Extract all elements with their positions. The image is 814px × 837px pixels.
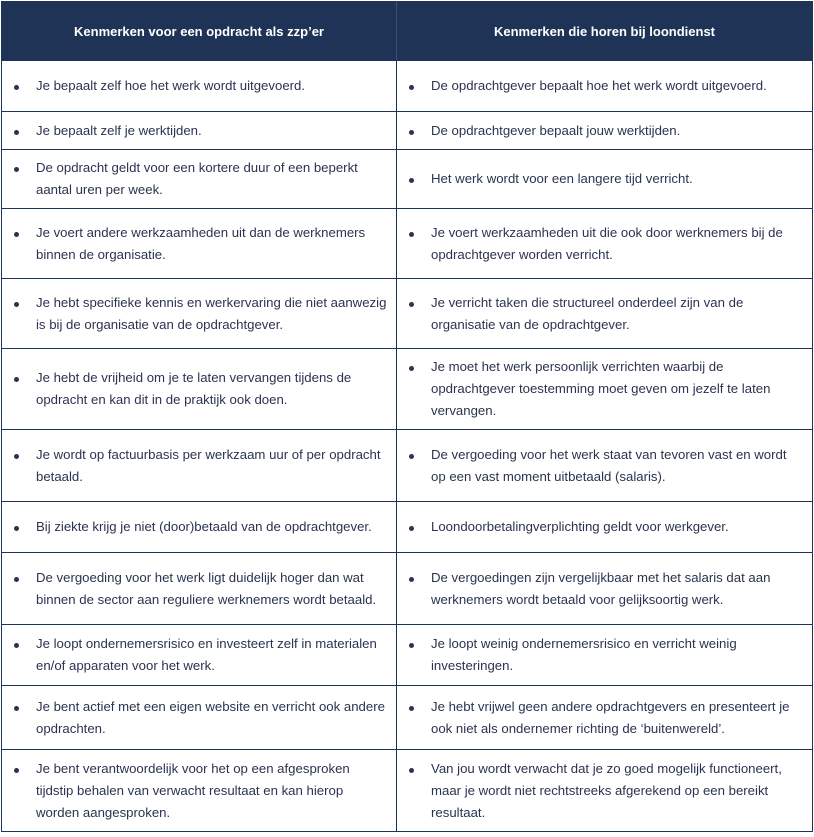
list-item [397, 168, 812, 190]
cell-text: Van jou wordt verwacht dat je zo goed mogelijk functioneert, maar je wordt niet rechtstreeks afgerekend op een bereikt resultaat. [431, 760, 782, 820]
table-row [2, 430, 813, 502]
cell-text: Je bepaalt zelf je werktijden. [36, 122, 202, 138]
bullet-icon [409, 643, 414, 648]
list-item [2, 367, 396, 411]
list-item [397, 75, 812, 97]
list-item [397, 516, 812, 538]
zzp-cell [2, 502, 397, 553]
cell-text: Je voert werkzaamheden uit die ook door werknemers bij de opdrachtgever worden verricht. [431, 224, 783, 262]
list-item [2, 120, 396, 142]
list-item [2, 444, 396, 488]
loondienst-cell [397, 686, 813, 750]
cell-text: Loondoorbetalingverplichting geldt voor werkgever. [431, 519, 729, 534]
zzp-cell [2, 686, 397, 750]
loondienst-cell [397, 209, 813, 279]
cell-text: Je wordt op factuurbasis per werkzaam uur of per opdracht betaald. [36, 446, 381, 484]
bullet-icon [409, 178, 414, 183]
loondienst-cell [397, 553, 813, 625]
list-item [397, 222, 812, 266]
bullet-icon [14, 377, 19, 382]
bullet-icon [409, 577, 414, 582]
zzp-cell [2, 349, 397, 430]
cell-text: Je hebt de vrijheid om je te laten vervangen tijdens de opdracht en kan dit in de praktijk ook doen. [36, 370, 352, 407]
list-item [2, 75, 396, 97]
zzp-cell [2, 279, 397, 349]
cell-text: Je bent verantwoordelijk voor het op een afgesproken tijdstip behalen van verwacht resultaat en kan hierop worden aangesproken. [36, 760, 350, 820]
bullet-icon [14, 577, 19, 582]
bullet-icon [14, 302, 19, 307]
cell-text: Je moet het werk persoonlijk verrichten waarbij de opdrachtgever toestemming moet geven om jezelf te laten vervangen. [431, 359, 771, 418]
cell-text: Je voert andere werkzaamheden uit dan de werknemers binnen de organisatie. [36, 224, 366, 262]
cell-text: Het werk wordt voor een langere tijd verricht. [431, 171, 693, 186]
bullet-icon [14, 232, 19, 237]
zzp-cell [2, 430, 397, 502]
bullet-icon [409, 302, 414, 307]
list-item [397, 696, 812, 740]
header-zzp: Kenmerken voor een opdracht als zzp’er [2, 2, 397, 61]
list-item [2, 696, 396, 740]
list-item [397, 633, 812, 677]
list-item [397, 444, 812, 488]
cell-text: De opdracht geldt voor een kortere duur of een beperkt aantal uren per week. [36, 160, 358, 197]
cell-text: De opdrachtgever bepaalt hoe het werk wordt uitgevoerd. [431, 78, 767, 93]
table-row [2, 625, 813, 686]
list-item [2, 567, 396, 611]
loondienst-cell [397, 625, 813, 686]
list-item [2, 633, 396, 677]
zzp-cell [2, 625, 397, 686]
bullet-icon [409, 366, 414, 371]
loondienst-cell [397, 279, 813, 349]
bullet-icon [409, 130, 414, 135]
loondienst-cell [397, 502, 813, 553]
zzp-cell [2, 209, 397, 279]
table-row [2, 150, 813, 209]
bullet-icon [14, 526, 19, 531]
list-item [2, 157, 396, 201]
loondienst-cell [397, 61, 813, 112]
cell-text: De vergoeding voor het werk ligt duidelijk hoger dan wat binnen de sector aan reguliere werknemers wordt betaald. [36, 569, 377, 607]
loondienst-cell [397, 430, 813, 502]
table-row [2, 61, 813, 112]
list-item [2, 516, 396, 538]
bullet-icon [14, 130, 19, 135]
table-row [2, 750, 813, 832]
cell-text: De vergoedingen zijn vergelijkbaar met het salaris dat aan werknemers wordt betaald voor gelijksoortig werk. [431, 569, 771, 607]
bullet-icon [409, 454, 414, 459]
loondienst-cell [397, 150, 813, 209]
cell-text: Je loopt weinig ondernemersrisico en verricht weinig investeringen. [431, 636, 737, 673]
header-row [2, 2, 813, 61]
bullet-icon [14, 85, 19, 90]
cell-text: De opdrachtgever bepaalt jouw werktijden. [431, 122, 681, 138]
zzp-cell [2, 61, 397, 112]
cell-text: Je bent actief met een eigen website en verricht ook andere opdrachten. [36, 698, 385, 736]
bullet-icon [409, 768, 414, 773]
loondienst-cell [397, 112, 813, 150]
zzp-cell [2, 112, 397, 150]
cell-text: Je bepaalt zelf hoe het werk wordt uitgevoerd. [36, 78, 306, 93]
cell-text: De vergoeding voor het werk staat van tevoren vast en wordt op een vast moment uitbetaald (salaris). [431, 446, 787, 484]
table-row [2, 112, 813, 150]
table-row [2, 209, 813, 279]
bullet-icon [14, 454, 19, 459]
table-row [2, 279, 813, 349]
list-item [2, 222, 396, 266]
list-item [397, 567, 812, 611]
list-item [2, 758, 396, 824]
table-row [2, 686, 813, 750]
loondienst-cell [397, 750, 813, 832]
zzp-cell [2, 150, 397, 209]
bullet-icon [409, 706, 414, 711]
bullet-icon [14, 167, 19, 172]
zzp-cell [2, 553, 397, 625]
table-body [2, 61, 813, 832]
table-row [2, 553, 813, 625]
comparison-table [1, 1, 813, 832]
bullet-icon [14, 643, 19, 648]
cell-text: Je loopt ondernemersrisico en investeert zelf in materialen en/of apparaten voor het werk. [36, 636, 377, 673]
bullet-icon [14, 768, 19, 773]
list-item [397, 292, 812, 336]
bullet-icon [409, 526, 414, 531]
table-row [2, 349, 813, 430]
bullet-icon [409, 85, 414, 90]
bullet-icon [409, 232, 414, 237]
table-row [2, 502, 813, 553]
list-item [397, 120, 812, 142]
cell-text: Je verricht taken die structureel onderdeel zijn van de organisatie van de opdrachtgever. [431, 294, 744, 332]
header-loondienst: Kenmerken die horen bij loondienst [397, 2, 813, 61]
loondienst-cell [397, 349, 813, 430]
cell-text: Bij ziekte krijg je niet (door)betaald van de opdrachtgever. [36, 519, 372, 534]
list-item [2, 292, 396, 336]
cell-text: Je hebt vrijwel geen andere opdrachtgevers en presenteert je ook niet als ondernemer richting de ‘buitenwereld’. [431, 698, 790, 736]
zzp-cell [2, 750, 397, 832]
cell-text: Je hebt specifieke kennis en werkervaring die niet aanwezig is bij de organisatie van de opdrachtgever. [36, 294, 387, 332]
list-item [397, 758, 812, 824]
list-item [397, 356, 812, 422]
bullet-icon [14, 706, 19, 711]
